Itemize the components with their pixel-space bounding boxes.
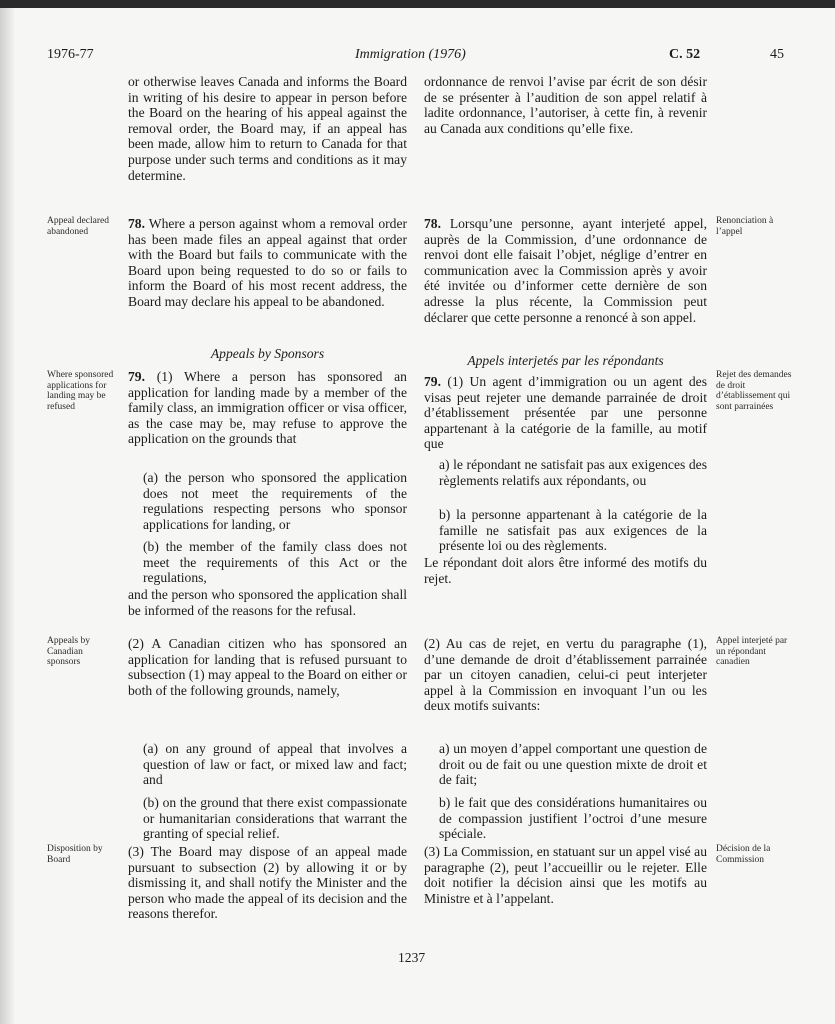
page-binding-shadow <box>0 8 14 1024</box>
margin-note-sponsored-refused: Where sponsored applications for landing may be refused <box>47 370 114 412</box>
fr-section-79-number: 79. <box>424 374 441 389</box>
en-section-79-1-a: (a) the person who sponsored the application does not meet the requirements of the regulations respecting persons who sponsor applications for landing, or <box>143 470 407 532</box>
margin-note-appel-repondant: Appel interjeté par un répondant canadien <box>716 636 788 668</box>
margin-note-rejet-demandes: Rejet des demandes de droit d’établissement qui sont parrainées <box>716 370 792 412</box>
page-folio: 1237 <box>398 950 426 965</box>
en-section-78 <box>128 216 407 310</box>
fr-section-79-1-b: b) la personne appartenant à la catégorie de la famille ne satisfait pas aux exigences de la présente loi ou des règlements. <box>439 507 707 554</box>
header-chapter: C. 52 <box>669 47 701 62</box>
fr-paragraph-continued: ordonnance de renvoi l’avise par écrit de son désir de se présenter à l’audition de son appel relatif à ladite ordonnance, l’autoriser, à cette fin, à revenir au Canada aux conditions qu’elle fixe. <box>424 74 707 136</box>
header-title: Immigration (1976) <box>355 47 466 62</box>
margin-note-renonciation: Renonciation à l’appel <box>716 216 774 237</box>
en-section-79-1-text: (1) Where a person has sponsored an application for landing made by a member of the family class, an immigration officer or visa officer, as the case may be, may refuse to approve the application on the grounds that <box>128 369 407 447</box>
en-section-78-number: 78. <box>128 216 145 231</box>
en-section-79-2: (2) A Canadian citizen who has sponsored an application for landing that is refused pursuant to subsection (1) may appeal to the Board on either or both of the following grounds, namely, <box>128 636 407 698</box>
en-paragraph-continued: or otherwise leaves Canada and informs the Board in writing of his desire to appear in person before the Board on the hearing of his appeal against the removal order, the Board may, if an appeal has been made, allow him to return to Canada for that purpose under such terms and conditions as it may determine. <box>128 74 407 183</box>
fr-heading-appels-repondants: Appels interjetés par les répondants <box>467 353 664 368</box>
header-year: 1976-77 <box>47 47 94 62</box>
en-section-79-2-b: (b) on the ground that there exist compassionate or humanitarian considerations that warrant the granting of special relief. <box>143 795 407 842</box>
en-heading-appeals-by-sponsors: Appeals by Sponsors <box>210 346 325 361</box>
fr-section-79-1-text: (1) Un agent d’immigration ou un agent des visas peut rejeter une demande parrainée de droit d’établissement présentée par une personne appartenant à la catégorie de la famille, au motif que <box>424 374 707 452</box>
fr-section-79-2-b: b) le fait que des considérations humanitaires ou de compassion justifient l’octroi d’une mesure spéciale. <box>439 795 707 842</box>
en-section-79-3: (3) The Board may dispose of an appeal made pursuant to subsection (2) by allowing it or by dismissing it, and shall notify the Minister and the person who made the appeal of its decision and the reasons therefor. <box>128 844 407 922</box>
fr-section-79-3: (3) La Commission, en statuant sur un appel visé au paragraphe (2), peut l’accueillir ou le rejeter. Elle doit notifier la décision ainsi que les motifs au Ministre et à l’appelant. <box>424 844 707 906</box>
en-section-79-2-a: (a) on any ground of appeal that involves a question of law or fact, or mixed law and fact; and <box>143 741 407 788</box>
fr-section-78-number: 78. <box>424 216 441 231</box>
fr-section-78-text: Lorsqu’une personne, ayant interjeté appel, auprès de la Commission, d’une ordonnance de renvoi dont elle faisait l’objet, néglige d’entrer en communication avec la Commission après y avoir été invitée ou d’informer cette dernière de son adresse la plus récente, la Commission peut déclarer que cette personne a renoncé à son appel. <box>424 216 707 325</box>
fr-section-78 <box>424 216 707 325</box>
margin-note-appeal-abandoned: Appeal declared abandoned <box>47 216 109 237</box>
margin-note-canadian-sponsors: Appeals by Canadian sponsors <box>47 636 91 668</box>
en-section-79-number: 79. <box>128 369 145 384</box>
fr-section-79-1-a: a) le répondant ne satisfait pas aux exigences des règlements relatifs aux répondants, ou <box>439 457 707 488</box>
en-section-79-1-end: and the person who sponsored the application shall be informed of the reasons for the refusal. <box>128 587 407 618</box>
fr-section-79-2: (2) Au cas de rejet, en vertu du paragraphe (1), d’une demande de droit d’établissement parrainée par un citoyen canadien, celui-ci peut interjeter appel à la Commission en invoquant l’un ou les deux motifs suivants: <box>424 636 707 714</box>
header-page-number: 45 <box>770 47 784 62</box>
document-page <box>0 8 835 1024</box>
fr-section-79-1-end: Le répondant doit alors être informé des motifs du rejet. <box>424 555 707 586</box>
margin-note-disposition-board: Disposition by Board <box>47 844 103 865</box>
en-section-78-text: Where a person against whom a removal order has been made files an appeal against that order with the Board but fails to communicate with the Board upon being requested to do so or fails to inform the Board of his most recent address, the Board may declare his appeal to be abandoned. <box>128 216 408 309</box>
margin-note-decision-commission: Décision de la Commission <box>716 844 771 865</box>
fr-section-79-2-a: a) un moyen d’appel comportant une question de droit ou de fait ou une question mixte de droit et de fait; <box>439 741 707 788</box>
fr-section-79-1 <box>424 374 707 452</box>
en-section-79-1-b: (b) the member of the family class does not meet the requirements of this Act or the regulations, <box>143 539 407 586</box>
en-section-79-1 <box>128 369 407 447</box>
